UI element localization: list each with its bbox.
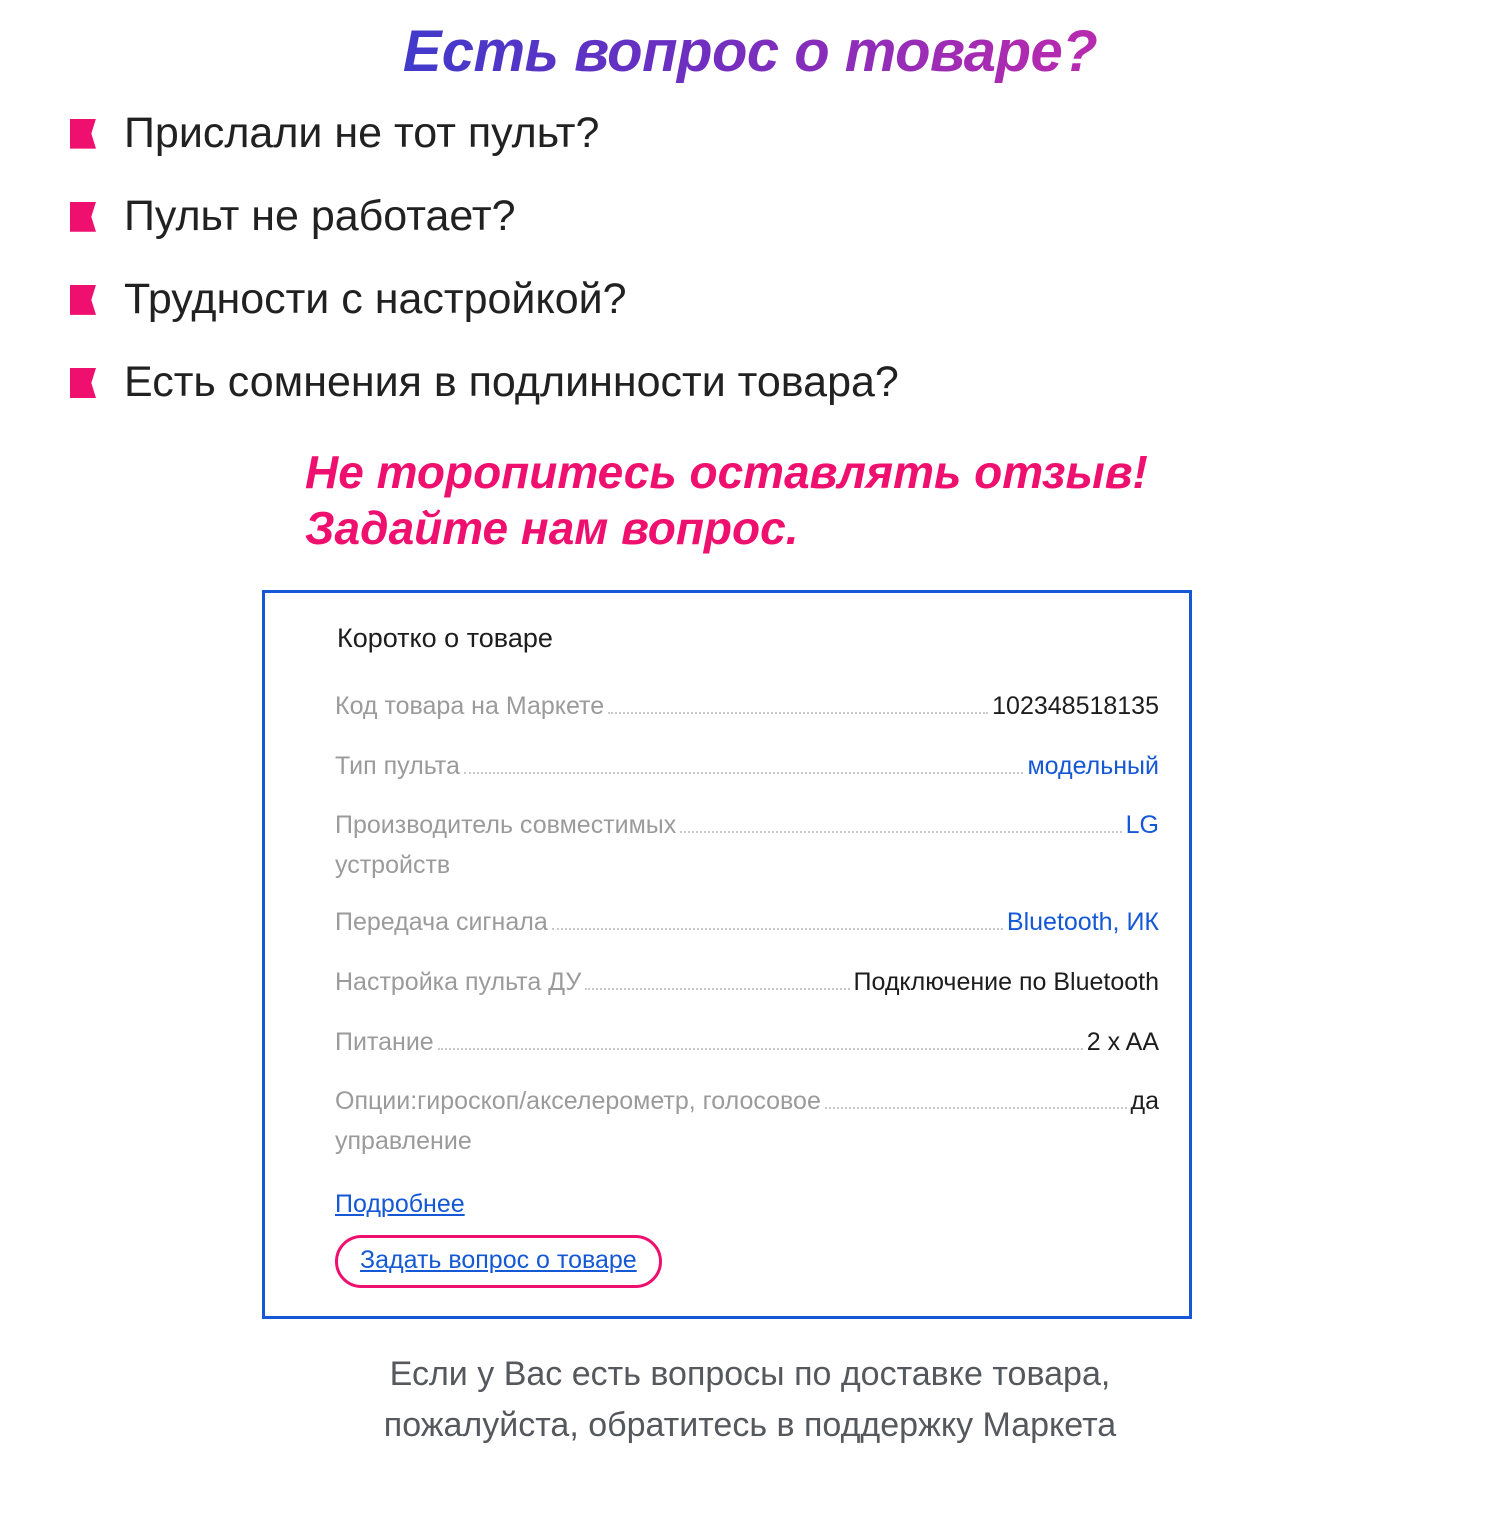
- spec-label: Питание: [335, 1027, 434, 1056]
- footer-note: [0, 1349, 1500, 1451]
- list-item: [70, 277, 1500, 322]
- list-item-label: Есть сомнения в подлинности товара?: [124, 358, 899, 407]
- spec-label-continued: управление: [335, 1127, 472, 1156]
- spec-dots: [825, 1106, 1127, 1109]
- spec-label: Опции:гироскоп/акселерометр, голосовое: [335, 1087, 821, 1116]
- callout-line-1: Не торопитесь оставлять отзыв!: [305, 445, 1148, 498]
- bullet-marker-icon: [70, 119, 96, 149]
- spec-row: [335, 809, 1159, 843]
- spec-row: [335, 1026, 1159, 1060]
- spec-value[interactable]: модельный: [1027, 751, 1159, 780]
- spec-value: Подключение по Bluetooth: [853, 967, 1159, 996]
- page-title: Есть вопрос о товаре?: [0, 18, 1500, 85]
- spec-value[interactable]: LG: [1125, 811, 1159, 840]
- footer-line-1: Если у Вас есть вопросы по доставке товара,: [389, 1355, 1111, 1394]
- spec-value[interactable]: Bluetooth, ИК: [1006, 908, 1159, 937]
- ask-question-link[interactable]: Задать вопрос о товаре: [360, 1246, 637, 1275]
- spec-dots: [608, 711, 988, 714]
- more-details-link[interactable]: Подробнее: [335, 1190, 465, 1219]
- spec-value: да: [1130, 1087, 1159, 1116]
- spec-label: Настройка пульта ДУ: [335, 967, 582, 996]
- spec-row: [335, 690, 1159, 724]
- spec-label-continued: устройств: [335, 851, 451, 880]
- bullet-marker-icon: [70, 368, 96, 398]
- spec-row: [335, 750, 1159, 784]
- card-title: Коротко о товаре: [337, 622, 553, 653]
- footer-line-2: пожалуйста, обратитесь в поддержку Маркета: [383, 1406, 1117, 1445]
- spec-label: Производитель совместимых: [335, 811, 677, 840]
- spec-label: Код товара на Маркете: [335, 691, 605, 720]
- spec-label: Тип пульта: [335, 751, 460, 780]
- list-item: [70, 194, 1500, 239]
- spec-dots: [438, 1047, 1083, 1050]
- spec-row: [335, 1085, 1159, 1119]
- callout-line-2: Задайте нам вопрос.: [305, 501, 799, 554]
- product-summary-card: [262, 590, 1192, 1319]
- benefits-list: [70, 111, 1500, 406]
- list-item-label: Пульт не работает?: [124, 192, 516, 241]
- callout-block: [305, 444, 1500, 556]
- spec-label: Передача сигнала: [335, 908, 548, 937]
- list-item-label: Прислали не тот пульт?: [124, 109, 600, 157]
- product-card-wrapper: [262, 590, 1192, 1319]
- spec-value: 2 x AA: [1086, 1027, 1159, 1056]
- spec-dots: [585, 987, 849, 990]
- list-item: [70, 111, 1500, 156]
- list-item: [70, 360, 1500, 405]
- spec-row: [335, 966, 1159, 1000]
- bullet-marker-icon: [70, 285, 96, 315]
- spec-row: [335, 906, 1159, 940]
- list-item-label: Трудности с настройкой?: [124, 275, 627, 324]
- spec-dots: [464, 771, 1024, 774]
- spec-dots: [552, 927, 1003, 930]
- spec-value: 102348518135: [992, 691, 1159, 720]
- spec-dots: [680, 830, 1121, 833]
- bullet-marker-icon: [70, 202, 96, 232]
- ask-question-highlight[interactable]: [335, 1235, 662, 1288]
